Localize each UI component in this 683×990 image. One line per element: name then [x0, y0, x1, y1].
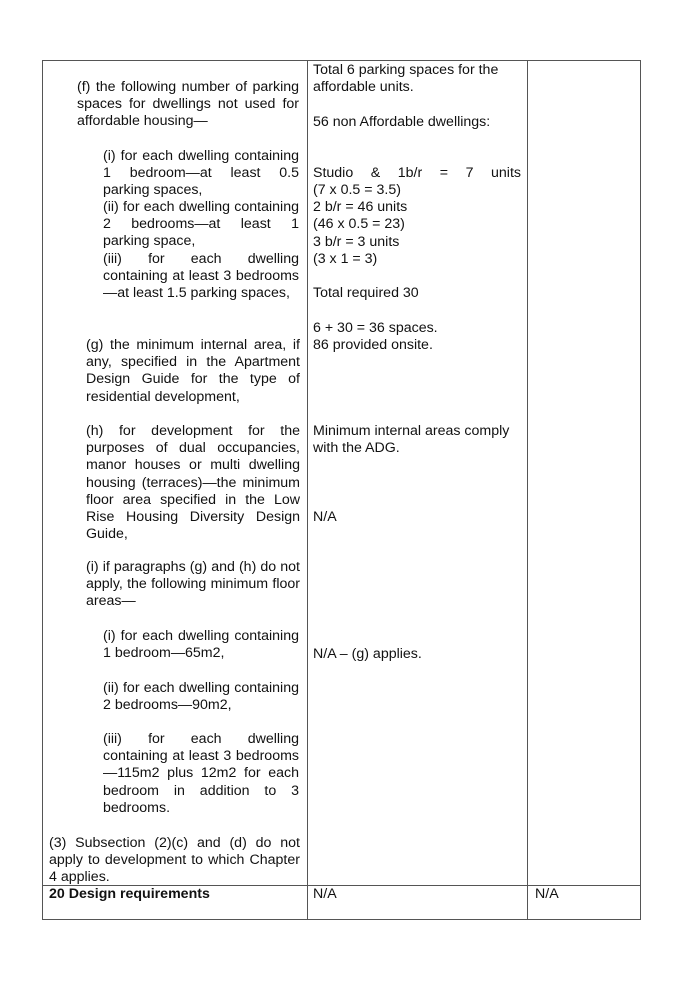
response-two-br: 2 b/r = 46 units	[313, 199, 408, 215]
clause-i-intro: (i) if paragraphs (g) and (h) do not apply, the following minimum floor areas—	[86, 559, 300, 610]
response-studio-calc: (7 x 0.5 = 3.5)	[313, 182, 401, 198]
column-divider-1	[307, 61, 308, 919]
design-requirements-comment: N/A	[535, 886, 559, 902]
response-studio: Studio & 1b/r = 7 units	[313, 165, 521, 181]
clause-f-i: (i) for each dwelling containing 1 bedroom—at least 0.5 parking spaces,	[103, 148, 299, 199]
response-provided: 86 provided onsite.	[313, 337, 433, 353]
design-requirements-heading: 20 Design requirements	[49, 886, 210, 902]
response-three-br-calc: (3 x 1 = 3)	[313, 251, 378, 267]
column-divider-2	[527, 61, 528, 919]
response-spaces-sum: 6 + 30 = 36 spaces.	[313, 320, 438, 336]
response-internal-areas: Minimum internal areas comply with the ADG.	[313, 423, 510, 457]
response-total-required: Total required 30	[313, 285, 419, 301]
response-affordable-total: Total 6 parking spaces for the affordable units.	[313, 62, 499, 96]
clause-f-iii: (iii) for each dwelling containing at least 3 bedrooms—at least 1.5 parking spaces,	[103, 251, 299, 302]
clause-i-i: (i) for each dwelling containing 1 bedroom—65m2,	[103, 628, 299, 662]
subsection-3: (3) Subsection (2)(c) and (d) do not apply to development to which Chapter 4 applies.	[49, 835, 300, 886]
compliance-table	[42, 60, 641, 920]
clause-f-ii: (ii) for each dwelling containing 2 bedrooms—at least 1 parking space,	[103, 199, 299, 250]
response-three-br: 3 b/r = 3 units	[313, 234, 400, 250]
design-requirements-response: N/A	[313, 886, 337, 902]
response-non-affordable: 56 non Affordable dwellings:	[313, 114, 491, 130]
clause-h: (h) for development for the purposes of dual occupancies, manor houses or multi dwelling housing (terraces)—the minimum floor area specified in the Low Rise Housing Diversity Design Guide,	[86, 423, 300, 543]
clause-i-ii: (ii) for each dwelling containing 2 bedrooms—90m2,	[103, 680, 299, 714]
clause-i-iii: (iii) for each dwelling containing at least 3 bedrooms—115m2 plus 12m2 for each bedroom in addition to 3 bedrooms.	[103, 731, 299, 816]
response-two-br-calc: (46 x 0.5 = 23)	[313, 216, 405, 232]
response-i: N/A – (g) applies.	[313, 646, 422, 662]
response-h: N/A	[313, 509, 337, 525]
clause-f-intro: (f) the following number of parking spaces for dwellings not used for affordable housing—	[77, 79, 299, 130]
clause-g: (g) the minimum internal area, if any, specified in the Apartment Design Guide for the type of residential development,	[86, 337, 300, 405]
